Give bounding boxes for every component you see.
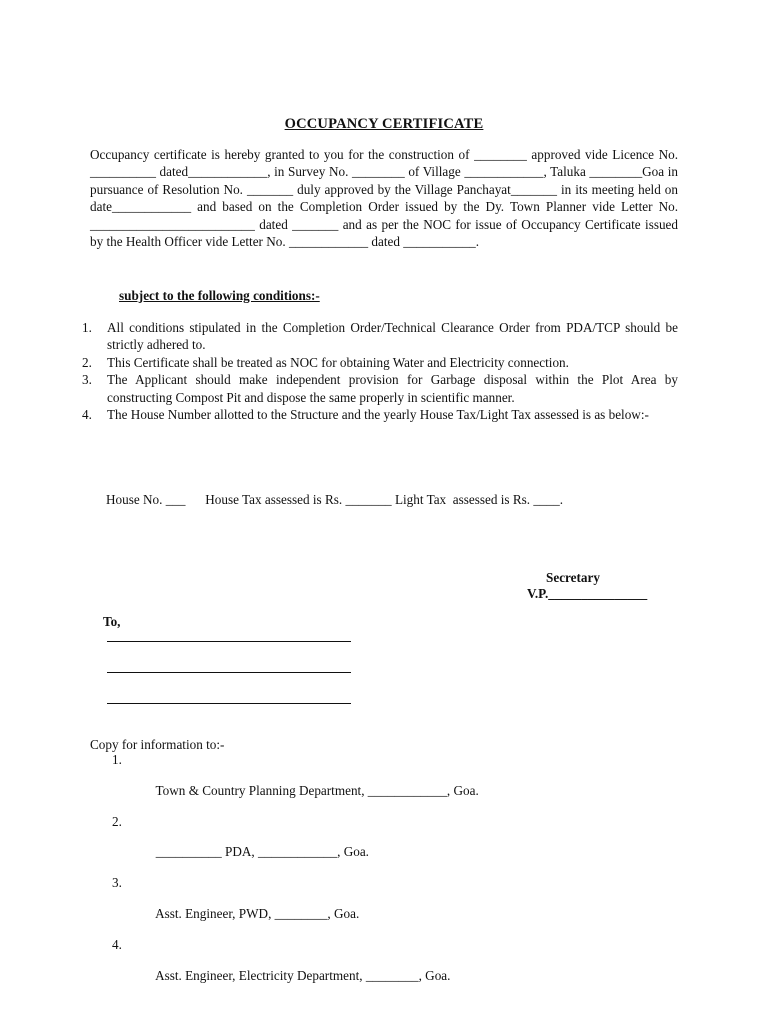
condition-text: All conditions stipulated in the Completion Order/Technical Clearance Order from PDA/TCP should be strictly adhered to. <box>107 320 678 353</box>
condition-number: 1. <box>82 320 92 335</box>
house-tax-line: House No. ___ House Tax assessed is Rs. _______ Light Tax assessed is Rs. ____. <box>106 492 564 507</box>
copy-number: 2. <box>112 813 122 829</box>
signatory-vp: V.P._______________ <box>527 586 648 601</box>
copy-number: 1. <box>112 752 122 767</box>
conditions-list <box>82 319 678 423</box>
condition-item <box>82 406 678 423</box>
condition-item <box>82 354 678 371</box>
condition-number: 2. <box>82 354 92 370</box>
condition-text: The House Number allotted to the Structure and the yearly House Tax/Light Tax assessed is as below:- <box>107 407 649 423</box>
address-line <box>107 703 351 704</box>
copy-text: Asst. Engineer, PWD, ________, Goa. <box>155 906 360 922</box>
addressee-label: To, <box>103 614 121 629</box>
copy-text: Town & Country Planning Department, ____________, Goa. <box>155 782 479 798</box>
signatory-title: Secretary <box>546 570 600 585</box>
condition-number: 3. <box>82 372 92 388</box>
condition-number: 4. <box>82 407 92 423</box>
copy-text: Asst. Engineer, Electricity Department, ________, Goa. <box>155 967 451 983</box>
condition-text: This Certificate shall be treated as NOC for obtaining Water and Electricity connection. <box>107 354 569 370</box>
address-line <box>107 672 351 673</box>
condition-item <box>82 371 678 406</box>
copy-heading: Copy for information to:- <box>90 737 225 752</box>
copy-item <box>112 937 479 999</box>
copy-item <box>112 752 479 814</box>
copy-text: __________ PDA, ____________, Goa. <box>155 844 369 860</box>
copy-item <box>112 875 479 937</box>
address-line <box>107 641 351 642</box>
page-title: OCCUPANCY CERTIFICATE <box>284 116 484 132</box>
copy-list <box>112 752 479 999</box>
condition-text: The Applicant should make independent provision for Garbage disposal within the Plot Area by constructing Compost Pit and dispose the same properly in scientific manner. <box>107 372 678 405</box>
intro-paragraph: Occupancy certificate is hereby granted to you for the construction of ________ approved vide Licence No. __________ dated____________, in Survey No. ________ of Village ____________, Taluka ________Goa in pursuance of Resolution No. _______ duly approved by the Village Panchayat_______ in its meeting held on date____________ and based on the Completion Order issued by the Dy. Town Planner vide Letter No. _________________________ dated _______ and as per the NOC for issue of Occupancy Certificate issued by the Health Officer vide Letter No. ____________ dated ___________. <box>90 147 678 250</box>
copy-item <box>112 814 479 876</box>
copy-number: 4. <box>112 936 122 952</box>
conditions-heading: subject to the following conditions:- <box>119 288 320 303</box>
condition-item <box>82 319 678 354</box>
copy-number: 3. <box>112 875 122 891</box>
